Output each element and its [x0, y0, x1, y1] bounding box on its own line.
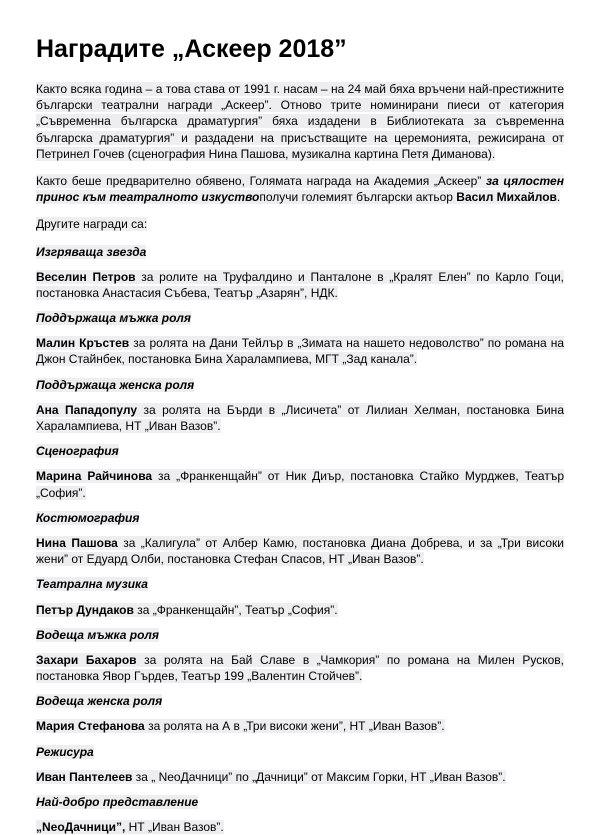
award-description: за ролите на Труфалдино и Панталоне в „Кралят Елен” по Карло Гоци, постановка Анастасия Събева, Театър „Азарян”, НДК.	[36, 270, 564, 300]
award-item	[36, 744, 564, 785]
awards-list	[36, 244, 564, 835]
intro-paragraph	[36, 81, 564, 162]
award-category-text: Водеща женска роля	[36, 694, 162, 708]
award-category	[36, 576, 564, 592]
award-description: НТ „Иван Вазов”.	[125, 820, 223, 834]
award-category-text: Костюмография	[36, 511, 139, 525]
award-winner: Захари Бахаров	[36, 653, 137, 667]
award-entry-text	[36, 469, 564, 499]
award-description: за „Калигула” от Албер Камю, постановка Диана Добрева, и за „Три високи жени” от Едуард Олби, постановка Стефан Спасов, НТ „Иван Вазов”.	[36, 536, 564, 566]
award-category-text: Режисура	[36, 745, 94, 759]
award-entry-text	[36, 336, 564, 366]
award-description: за „Франкенщайн”, Театър „София”.	[134, 603, 338, 617]
other-awards-label	[36, 216, 564, 232]
award-entry	[36, 718, 564, 734]
award-category-text: Поддържаща женска роля	[36, 378, 194, 392]
intro-text: Както всяка година – а това става от 1991 г. насам – на 24 май бяха връчени най-престижните български театрални награди „Аскеер”. Отново трите номинирани пиеси от категория „Съвременна българска драматургия” бяха издадени в Библиотеката за съвременна българска драматургия” и раздадени на присъстващите на церемонията, режисирана от Петринел Гочев (сценография Нина Пашова, музикална картина Петя Диманова).	[36, 82, 564, 161]
award-item	[36, 693, 564, 734]
award-item	[36, 510, 564, 568]
award-description: за ролята на Бърди в „Лисичета” от Лилиан Хелман, постановка Бина Харалампиева, НТ „Иван Вазов”.	[36, 403, 564, 433]
award-item	[36, 443, 564, 501]
award-entry-text	[36, 719, 445, 733]
award-item	[36, 310, 564, 368]
award-entry-text	[36, 603, 338, 617]
award-winner: „NeoДачници”,	[36, 820, 125, 834]
award-category	[36, 510, 564, 526]
award-entry-text	[36, 536, 564, 566]
award-winner: Мария Стефанова	[36, 719, 145, 733]
award-category	[36, 310, 564, 326]
award-category-text: Водеща мъжка роля	[36, 628, 159, 642]
award-category	[36, 794, 564, 810]
award-winner: Нина Пашова	[36, 536, 118, 550]
award-category	[36, 443, 564, 459]
award-entry	[36, 269, 564, 301]
page-title: Наградите „Аскеер 2018”	[36, 35, 564, 63]
award-description: за ролята на Бай Славе в „Чамкория” по романа на Милен Русков, постановка Явор Гърдев, Театър 199 „Валентин Стойчев”.	[36, 653, 564, 683]
grand-prize-middle: получи големият български актьор	[259, 190, 456, 204]
grand-prize-end: .	[557, 190, 560, 204]
grand-prize-winner: Васил Михайлов	[456, 190, 557, 204]
award-entry	[36, 602, 564, 618]
award-item	[36, 377, 564, 435]
award-entry-text	[36, 770, 506, 784]
award-item	[36, 576, 564, 617]
award-category	[36, 627, 564, 643]
award-category	[36, 744, 564, 760]
award-description: за ролята на Дани Тейлър в „Зимата на нашето недоволство” по романа на Джон Стайнбек, постановка Бина Харалампиева, МГТ „Зад канала”.	[36, 336, 564, 366]
grand-prize-text	[36, 174, 564, 204]
award-winner: Ана Пападопулу	[36, 403, 137, 417]
other-awards-text: Другите награди са:	[36, 217, 147, 231]
grand-prize-paragraph	[36, 173, 564, 205]
grand-prize-intro: Както беше предварително обявено, Голямата награда на Академия „Аскеер”	[36, 174, 486, 188]
award-winner: Иван Пантелеев	[36, 770, 132, 784]
award-entry	[36, 468, 564, 500]
award-entry-text	[36, 820, 224, 834]
award-category-text: Сценография	[36, 444, 119, 458]
award-description: за „Франкенщайн” от Ник Диър, постановка Стайко Мурджев, Театър „София”.	[36, 469, 564, 499]
award-entry	[36, 819, 564, 835]
award-entry-text	[36, 653, 564, 683]
award-entry	[36, 652, 564, 684]
award-winner: Веселин Петров	[36, 270, 136, 284]
award-entry	[36, 335, 564, 367]
award-description: за „ NeoДачници” по „Дачници” от Максим Горки, НТ „Иван Вазов”.	[132, 770, 505, 784]
award-category	[36, 244, 564, 260]
award-item	[36, 627, 564, 685]
award-winner: Марина Райчинова	[36, 469, 152, 483]
award-category	[36, 693, 564, 709]
award-winner: Малин Кръстев	[36, 336, 129, 350]
award-category-text: Изгряваща звезда	[36, 245, 146, 259]
grand-prize-category: за цялостен принос към театралното изкуство	[36, 174, 564, 204]
award-item	[36, 244, 564, 302]
award-entry	[36, 769, 564, 785]
award-entry	[36, 535, 564, 567]
award-category-text: Театрална музика	[36, 577, 148, 591]
award-winner: Петър Дундаков	[36, 603, 134, 617]
award-category-text: Най-добро представление	[36, 795, 198, 809]
award-category	[36, 377, 564, 393]
award-entry-text	[36, 270, 564, 300]
award-entry	[36, 402, 564, 434]
award-item	[36, 794, 564, 835]
award-description: за ролята на А в „Три високи жени”, НТ „Иван Вазов”.	[145, 719, 445, 733]
award-category-text: Поддържаща мъжка роля	[36, 311, 191, 325]
award-entry-text	[36, 403, 564, 433]
